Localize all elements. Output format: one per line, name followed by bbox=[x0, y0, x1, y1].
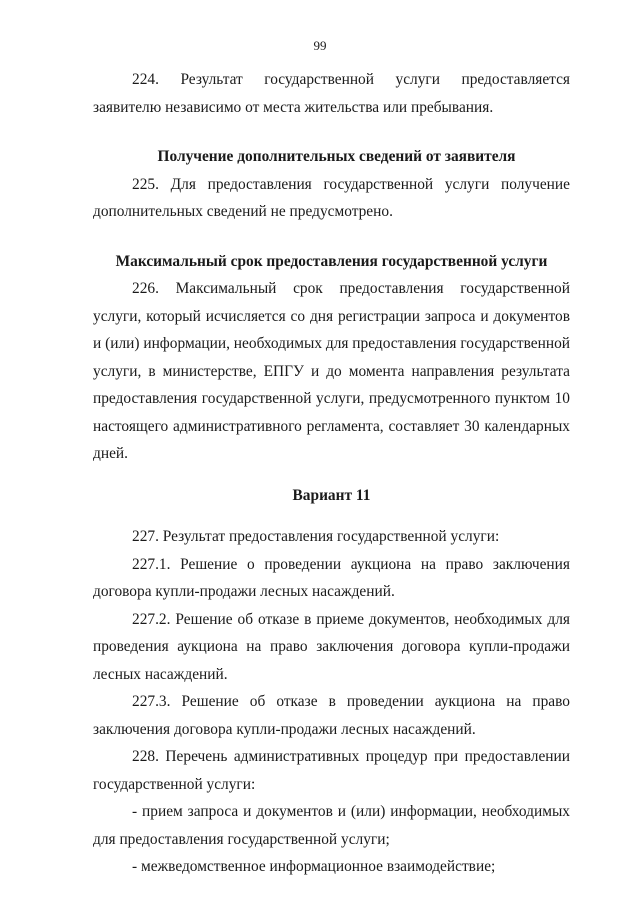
heading-additional-info: Получение дополнительных сведений от заявителя bbox=[157, 148, 516, 165]
heading-max-term: Максимальный срок предоставления государственной услуги bbox=[115, 252, 548, 270]
paragraph-227: 227. Результат предоставления государственной услуги: bbox=[132, 528, 500, 545]
paragraph-227-1: 227.1. Решение о проведении аукциона на право заключения договора купли-продажи лесных насаждений. bbox=[93, 555, 570, 600]
paragraph-228: 228. Перечень административных процедур при предоставлении государственной услуги: bbox=[93, 748, 570, 793]
paragraph-224: 224. Результат государственной услуги предоставляется заявителю независимо от места жительства или пребывания. bbox=[93, 71, 570, 116]
page-content bbox=[93, 66, 570, 881]
list-item-interagency: - межведомственное информационное взаимодействие; bbox=[132, 858, 496, 875]
paragraph-227-2: 227.2. Решение об отказе в приеме документов, необходимых для проведения аукциона на право заключения договора купли-продажи лесных насаждений. bbox=[93, 610, 570, 683]
paragraph-225: 225. Для предоставления государственной услуги получение дополнительных сведений не предусмотрено. bbox=[93, 175, 570, 220]
paragraph-227-3: 227.3. Решение об отказе в проведении аукциона на право заключения договора купли-продажи лесных насаждений. bbox=[93, 693, 570, 738]
heading-variant-11: Вариант 11 bbox=[292, 486, 371, 504]
paragraph-226: 226. Максимальный срок предоставления государственной услуги, который исчисляется со дня регистрации запроса и документов и (или) информации, необходимых для предоставления государственной услуги, в министерстве, ЕПГУ и до момента направления результата предоставления государственной услуги, предусмотренного пунктом 10 настоящего административного регламента, составляет 30 календарных дней. bbox=[93, 280, 571, 462]
page-number: 99 bbox=[313, 38, 327, 53]
list-item-reception: - прием запроса и документов и (или) информации, необходимых для предоставления государственной услуги; bbox=[93, 803, 570, 848]
